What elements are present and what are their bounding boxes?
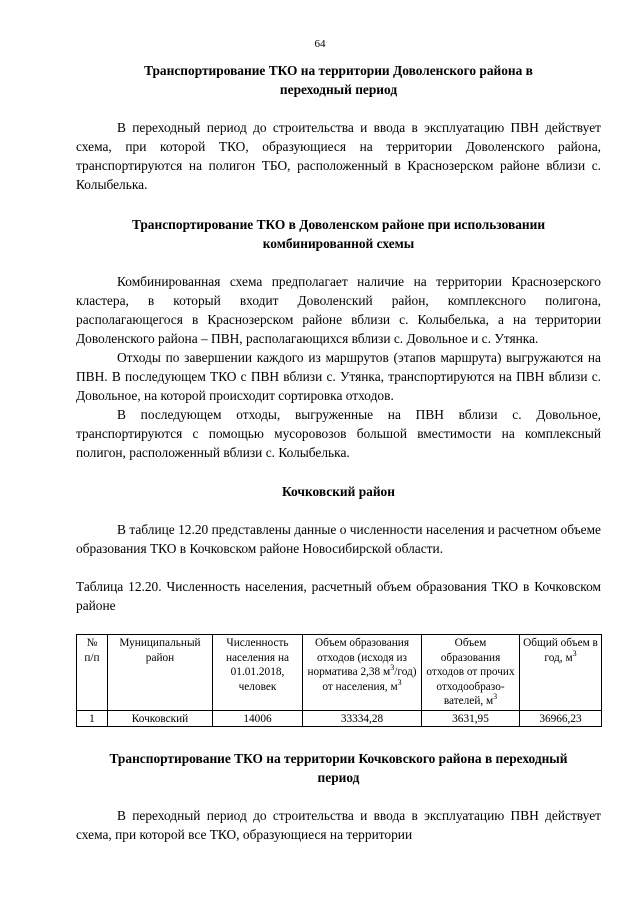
heading-kochkovsky: Кочковский район [282, 484, 395, 499]
heading-line: Транспортирование ТКО в Доволенском районе при использовании [131, 217, 546, 232]
population-table [76, 634, 602, 727]
page-number: 64 [314, 38, 326, 50]
page-content [76, 60, 601, 844]
table-header-row [77, 635, 602, 711]
header-volume-norm: Объем образования отходов (исходя из норматива 2,38 $м^3/год$) от населения, $м^3$ [303, 635, 422, 711]
header-num: № п/п [77, 635, 108, 711]
header-population: Численность населения на 01.01.2018, человек [213, 635, 303, 711]
cell-volume-other: 3631,95 [422, 710, 520, 727]
cell-municipal: Кочковский [108, 710, 213, 727]
heading-dovolensky-combined [76, 215, 601, 253]
heading-dovolensky-transition [76, 61, 601, 99]
heading-kochkovsky-transition [76, 749, 601, 787]
header-municipal: Муниципальный район [108, 635, 213, 711]
cell-total: 36966,23 [520, 710, 602, 727]
cell-volume-norm: 33334,28 [303, 710, 422, 727]
paragraph: В последующем отходы, выгруженные на ПВН вблизи с. Довольное, транспортируются с помощью мусоровозов большой вместимости на комплексный полигон, расположенный вблизи с. Колыбелька. [76, 407, 601, 460]
paragraph: В переходный период до строительства и ввода в эксплуатацию ПВН действует схема, при которой все ТКО, образующиеся на территории [76, 808, 601, 842]
heading-line: комбинированной схемы [262, 236, 415, 251]
header-total: Общий объем в год, $м^3$ [520, 635, 602, 711]
heading-line: Транспортирование ТКО на территории Доволенского района в [144, 63, 533, 78]
table-caption: Таблица 12.20. Численность населения, расчетный объем образования ТКО в Кочковском районе [76, 579, 601, 613]
heading-line: Транспортирование ТКО на территории Кочковского района в переходный [109, 751, 568, 766]
paragraph: Отходы по завершении каждого из маршрутов (этапов маршрута) выгружаются на ПВН. В последующем ТКО с ПВН вблизи с. Утянка, транспортируются на ПВН вблизи с. Довольное, на которой происходит сортировка отходов. [76, 350, 601, 403]
cell-population: 14006 [213, 710, 303, 727]
paragraph: Комбинированная схема предполагает наличие на территории Краснозерского кластера, в который входит Доволенский район, комплексного полигона, располагающегося в Краснозерском районе вблизи с. Колыбелька, а на территории Доволенского района – ПВН, располагающихся вблизи с. Довольное и с. Утянка. [76, 274, 601, 346]
header-volume-other: Объем образования отходов от прочих отходообразо-вателей, $м^3$ [422, 635, 520, 711]
cell-num: 1 [77, 710, 108, 727]
paragraph: В переходный период до строительства и ввода в эксплуатацию ПВН действует схема, при которой ТКО, образующиеся на территории Доволенского района, транспортируются на полигон ТБО, расположенный в Краснозерском районе вблизи с. Колыбелька. [76, 120, 601, 192]
paragraph: В таблице 12.20 представлены данные о численности населения и расчетном объеме образования ТКО в Кочковском районе Новосибирской области. [76, 522, 601, 556]
table-row [77, 710, 602, 727]
heading-line: переходный период [279, 82, 398, 97]
heading-line: период [317, 770, 360, 785]
